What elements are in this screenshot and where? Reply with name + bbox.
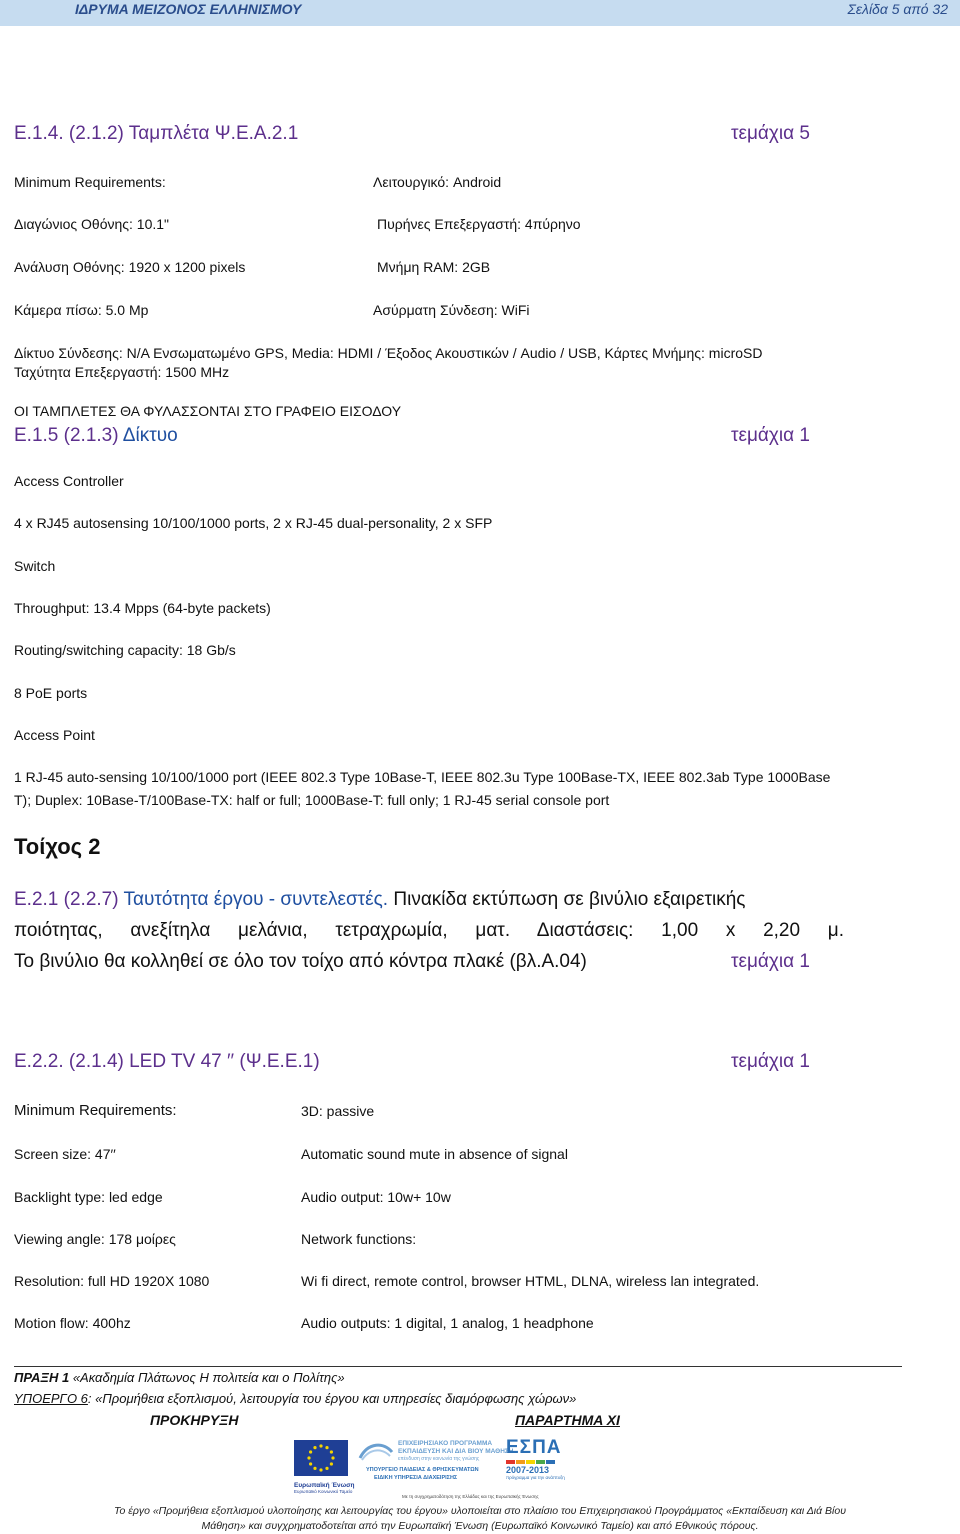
footer-praxi-text: «Ακαδημία Πλάτωνος Η πολιτεία και ο Πολίτης» xyxy=(69,1370,345,1385)
op-line-5: ΕΙΔΙΚΗ ΥΠΗΡΕΣΙΑ ΔΙΑΧΕΙΡΙΣΗΣ xyxy=(374,1475,458,1481)
wall-item-line-1 xyxy=(14,884,844,915)
tablet-storage-note: ΟΙ ΤΑΜΠΛΕΤΕΣ ΘΑ ΦΥΛΑΣΣΟΝΤΑΙ ΣΤΟ ΓΡΑΦΕΙΟ ΕΙΣΟΔΟΥ xyxy=(14,403,402,419)
footer-praxi xyxy=(14,1370,345,1385)
tablet-spec-left-1: Minimum Requirements: xyxy=(14,174,166,190)
footer-note-2: Μάθηση» και συγχρηματοδοτείται από την Ευρωπαϊκή Ένωση (Ευρωπαϊκό Κοινωνικό Ταμείο) και από Εθνικούς πόρους. xyxy=(201,1520,759,1532)
tablet-spec-right-2: Πυρήνες Επεξεργαστή: 4πύρηνο xyxy=(377,216,581,232)
op-line-1: ΕΠΙΧΕΙΡΗΣΙΑΚΟ ΠΡΟΓΡΑΜΜΑ xyxy=(398,1440,493,1447)
section-tv-qty: τεμάχια 1 xyxy=(731,1051,810,1072)
wall-item-number: Ε.2.1 (2.2.7) xyxy=(14,889,124,910)
section-tv-main: Ε.2.2. (2.1.4) LED TV 47 ′′ xyxy=(14,1051,235,1072)
eu-label: Ευρωπαϊκή Ένωση xyxy=(294,1482,355,1489)
access-point-spec-1: 1 RJ-45 auto-sensing 10/100/1000 port (IEEE 802.3 Type 10Base-T, IEEE 802.3u Type 100Base-TX, IEEE 802.3ab Type 1000Base xyxy=(14,769,831,785)
header-page-number: Σελίδα 5 από 32 xyxy=(847,1,948,17)
footer-ypoergo xyxy=(14,1391,576,1406)
section-tablet-title: Ε.1.4. (2.1.2) Ταμπλέτα Ψ.Ε.Α.2.1 xyxy=(14,123,299,144)
access-controller-spec: 4 x RJ45 autosensing 10/100/1000 ports, 2 x RJ-45 dual-personality, 2 x SFP xyxy=(14,515,493,531)
footer-praxi-label: ΠΡΑΞΗ 1 xyxy=(14,1370,70,1385)
tv-spec-right-1: 3D: passive xyxy=(301,1103,375,1119)
eu-sublabel: Ευρωπαϊκό Κοινωνικό Ταμείο xyxy=(294,1489,353,1494)
tv-spec-right-5: Wi fi direct, remote control, browser HTML, DLNA, wireless lan integrated. xyxy=(301,1273,760,1289)
section-network-name: Δίκτυο xyxy=(122,425,178,446)
tv-spec-right-3: Audio output: 10w+ 10w xyxy=(301,1189,451,1205)
footer-divider xyxy=(14,1366,902,1367)
wall-item-desc-2: ποιότητας, ανεξίτηλα μελάνια, τετραχρωμία, ματ. Διαστάσεις: 1,00 x 2,20 μ. xyxy=(14,920,844,941)
access-point-spec-2: T); Duplex: 10Base-T/100Base-TX: half or full; 1000Base-T: full only; 1 RJ-45 serial console port xyxy=(14,792,610,808)
section-network-number: Ε.1.5 (2.1.3) xyxy=(14,425,123,446)
wall-item-name: Ταυτότητα έργου - συντελεστές. xyxy=(123,889,389,910)
espa-wordmark: ΕΣΠΑ xyxy=(506,1437,562,1458)
tv-spec-left-1: Minimum Requirements: xyxy=(14,1102,177,1119)
espa-logo xyxy=(506,1438,568,1488)
wall-item-desc-1: Πινακίδα εκτύπωση σε βινύλιο εξαιρετικής xyxy=(388,889,746,910)
switch-spec-1: Throughput: 13.4 Mpps (64-byte packets) xyxy=(14,600,271,616)
section-tv-ref: (Ψ.Ε.Ε.1) xyxy=(234,1051,320,1072)
tv-spec-left-3: Backlight type: led edge xyxy=(14,1189,163,1205)
switch-heading: Switch xyxy=(14,558,56,574)
footer-note-1: Το έργο «Προμήθεια εξοπλισμού υλοποίησης και λειτουργίας του έργου» υλοποιείται στο πλαίσιο του Επιχειρησιακού Προγράμματος «Εκπαίδευση και Διά Βίου xyxy=(113,1505,846,1517)
espa-years: 2007-2013 xyxy=(506,1465,550,1475)
espa-color-stripes xyxy=(506,1460,568,1464)
tablet-network-line: Δίκτυο Σύνδεσης: N/A Ενσωματωμένο GPS, Media: HDMI / Έξοδος Ακουστικών / Audio / USB, Κάρτες Μνήμης: microSD xyxy=(14,345,763,361)
section-tv-title xyxy=(14,1051,320,1073)
header-organization: ΙΔΡΥΜΑ ΜΕΙΖΟΝΟΣ ΕΛΛΗΝΙΣΜΟΥ xyxy=(75,1,302,17)
op-line-2: ΕΚΠΑΙΔΕΥΣΗ ΚΑΙ ΔΙΑ ΒΙΟΥ ΜΑΘΗΣΗ xyxy=(398,1448,514,1455)
section-network-title xyxy=(14,425,178,447)
tablet-spec-left-2: Διαγώνιος Οθόνης: 10.1" xyxy=(14,216,170,232)
tablet-cpu-speed: Ταχύτητα Επεξεργαστή: 1500 MHz xyxy=(14,364,230,380)
tv-spec-right-2: Automatic sound mute in absence of signal xyxy=(301,1146,568,1162)
wall-title: Τοίχος 2 xyxy=(14,834,101,859)
tv-spec-right-4: Network functions: xyxy=(301,1231,417,1247)
op-swirl-icon xyxy=(358,1440,394,1462)
access-controller-heading: Access Controller xyxy=(14,473,124,489)
footer-prokiryxi: ΠΡΟΚΗΡΥΞΗ xyxy=(150,1412,239,1428)
wall-item-qty: τεμάχια 1 xyxy=(731,951,810,972)
tablet-spec-left-3: Ανάλυση Οθόνης: 1920 x 1200 pixels xyxy=(14,259,246,275)
access-point-heading: Access Point xyxy=(14,727,95,743)
tablet-spec-right-3: Μνήμη RAM: 2GB xyxy=(377,259,491,275)
eu-flag-icon xyxy=(294,1440,348,1476)
cofunding-note: Με τη συγχρηματοδότηση της Ελλάδας και της Ευρωπαϊκής Ένωσης xyxy=(402,1494,539,1499)
op-line-3: επένδυση στην κοινωνία της γνώσης xyxy=(398,1456,480,1462)
eu-logo xyxy=(294,1440,355,1494)
footer-parartima: ΠΑΡΑΡΤΗΜΑ ΧΙ xyxy=(515,1412,620,1428)
tablet-spec-right-4: Ασύρματη Σύνδεση: WiFi xyxy=(373,302,530,318)
wall-item-desc-3: Το βινύλιο θα κολληθεί σε όλο τον τοίχο από κόντρα πλακέ (βλ.Α.04) xyxy=(14,951,587,972)
tablet-spec-right-1: Λειτουργικό: Android xyxy=(373,174,502,190)
footer-ypoergo-label: ΥΠΟΕΡΓΟ 6 xyxy=(14,1391,88,1406)
section-tablet-qty: τεμάχια 5 xyxy=(731,123,810,144)
tv-spec-right-6: Audio outputs: 1 digital, 1 analog, 1 headphone xyxy=(301,1315,594,1331)
op-logo xyxy=(358,1440,514,1492)
tv-spec-left-6: Motion flow: 400hz xyxy=(14,1315,131,1331)
tv-spec-left-5: Resolution: full HD 1920X 1080 xyxy=(14,1273,210,1289)
tablet-spec-left-4: Κάμερα πίσω: 5.0 Mp xyxy=(14,302,149,318)
espa-sublabel: πρόγραμμα για την ανάπτυξη xyxy=(506,1475,565,1480)
tv-spec-left-2: Screen size: 47′′ xyxy=(14,1146,116,1162)
tv-spec-left-4: Viewing angle: 178 μοίρες xyxy=(14,1231,176,1247)
section-network-qty: τεμάχια 1 xyxy=(731,425,810,446)
op-line-4: ΥΠΟΥΡΓΕΙΟ ΠΑΙΔΕΙΑΣ & ΘΡΗΣΚΕΥΜΑΤΩΝ xyxy=(366,1467,479,1473)
switch-spec-2: Routing/switching capacity: 18 Gb/s xyxy=(14,642,236,658)
switch-spec-3: 8 PoE ports xyxy=(14,685,88,701)
footer-ypoergo-text: : «Προμήθεια εξοπλισμού, λειτουργία του έργου και υπηρεσίες διαμόρφωσης χώρων» xyxy=(87,1391,577,1406)
